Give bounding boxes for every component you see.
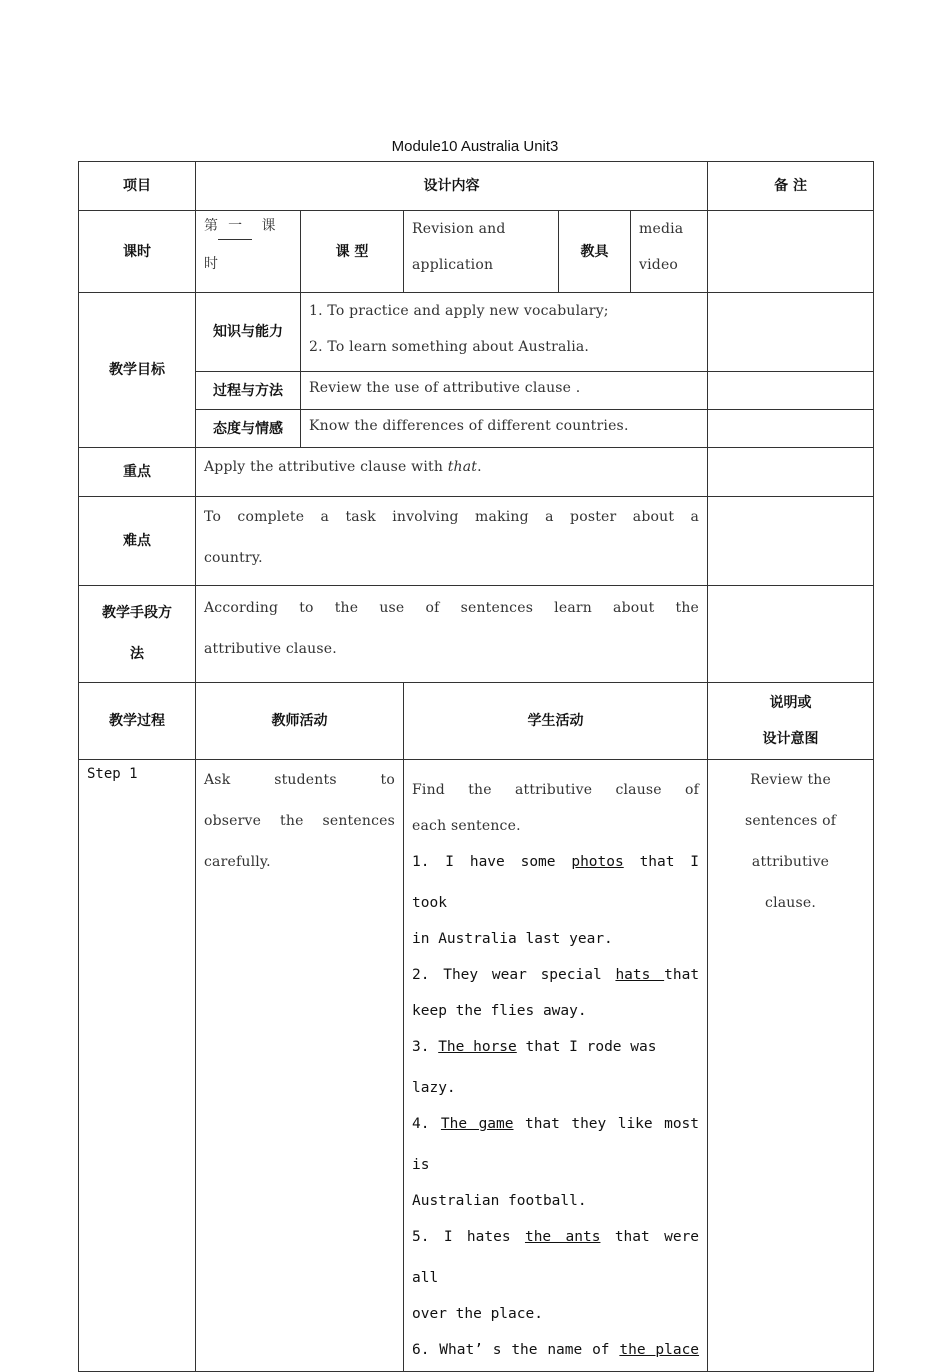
header-row	[79, 162, 874, 211]
difficulty-line-2: country.	[204, 550, 263, 566]
remark-line-4: clause.	[765, 895, 817, 911]
lesson-number-cell	[196, 211, 301, 293]
process-label: 过程与方法	[196, 372, 301, 410]
sentence-1: 1. I have some photos that I took	[412, 854, 700, 911]
knowledge-remarks	[708, 293, 874, 372]
header-item: 项目	[79, 162, 196, 211]
difficulty-row	[79, 497, 874, 586]
knowledge-item-2: 2. To learn something about Australia.	[309, 339, 590, 355]
knowledge-label: 知识与能力	[196, 293, 301, 372]
lesson-type-line-2: application	[412, 257, 494, 273]
key-point-emphasis: that	[447, 459, 478, 475]
lesson-info-row	[79, 211, 874, 293]
methods-text	[196, 586, 708, 683]
difficulty-label: 难点	[79, 497, 196, 586]
process-header-student: 学生活动	[404, 683, 708, 760]
attitude-label: 态度与情感	[196, 410, 301, 448]
teaching-aid-value	[631, 211, 708, 293]
sentence-3: 3. The horse that I rode was lazy.	[412, 1039, 657, 1096]
key-point-text	[196, 448, 708, 497]
step-1-teacher-activity	[196, 760, 404, 1372]
step-1-student-activity	[404, 760, 708, 1372]
objective-attitude-row	[79, 410, 874, 448]
intent-line-2: 设计意图	[762, 731, 819, 747]
lesson-label: 课时	[79, 211, 196, 293]
sentence-2: 2. They wear special hats that	[412, 967, 700, 983]
step-1-label: Step 1	[79, 760, 196, 1372]
teaching-aid-label: 教具	[559, 211, 631, 293]
teaching-aid-line-1: media	[639, 221, 684, 237]
lesson-text-1: 第	[204, 218, 219, 234]
key-point-text-end: .	[477, 459, 482, 475]
difficulty-remarks	[708, 497, 874, 586]
teacher-line-1: Ask students to	[204, 772, 395, 788]
student-intro-line-1: Find the attributive clause of	[412, 782, 700, 798]
header-remarks: 备 注	[708, 162, 874, 211]
lesson-text-3: 课	[261, 218, 276, 234]
remark-line-2: sentences of	[744, 813, 837, 829]
lesson-remarks	[708, 211, 874, 293]
difficulty-text	[196, 497, 708, 586]
sentence-1-cont: in Australia last year.	[412, 931, 613, 947]
attitude-remarks	[708, 410, 874, 448]
attitude-text: Know the differences of different countries.	[301, 410, 708, 448]
process-header-stage: 教学过程	[79, 683, 196, 760]
methods-label	[79, 586, 196, 683]
sentence-4: 4. The game that they like most is	[412, 1116, 700, 1173]
difficulty-line-1: To complete a task involving making a poster about a	[204, 509, 700, 525]
key-point-remarks	[708, 448, 874, 497]
teacher-line-2: observe the sentences	[204, 813, 395, 829]
process-header-intent	[708, 683, 874, 760]
process-text: Review the use of attributive clause .	[301, 372, 708, 410]
process-header-teacher: 教师活动	[196, 683, 404, 760]
key-point-row	[79, 448, 874, 497]
key-point-text-main: Apply the attributive clause with	[204, 459, 448, 475]
key-point-label: 重点	[79, 448, 196, 497]
knowledge-item-1: 1. To practice and apply new vocabulary;	[309, 303, 609, 319]
lesson-type-line-1: Revision and	[412, 221, 506, 237]
process-remarks	[708, 372, 874, 410]
step-1-row	[79, 760, 874, 1372]
methods-line-2: attributive clause.	[204, 641, 337, 657]
lesson-text-4: 时	[204, 256, 219, 272]
methods-label-line-2: 法	[130, 646, 144, 662]
lesson-plan-table	[78, 161, 874, 1372]
objective-process-row	[79, 372, 874, 410]
methods-row	[79, 586, 874, 683]
teaching-aid-line-2: video	[639, 257, 679, 273]
remark-line-3: attributive	[751, 854, 830, 870]
methods-line-1: According to the use of sentences learn about the	[204, 600, 700, 616]
step-1-intent	[708, 760, 874, 1372]
methods-label-line-1: 教学手段方	[102, 605, 172, 621]
methods-remarks	[708, 586, 874, 683]
document-title: Module10 Australia Unit3	[391, 138, 559, 155]
sentence-5: 5. I hates the ants that were all	[412, 1229, 700, 1286]
sentence-5-cont: over the place.	[412, 1306, 543, 1322]
process-header-row	[79, 683, 874, 760]
sentence-4-cont: Australian football.	[412, 1193, 587, 1209]
lesson-type-label: 课 型	[301, 211, 404, 293]
header-design-content: 设计内容	[196, 162, 708, 211]
remark-line-1: Review the	[750, 772, 831, 788]
lesson-type-value	[404, 211, 559, 293]
knowledge-text	[301, 293, 708, 372]
sentence-2-cont: keep the flies away.	[412, 1003, 587, 1019]
sentence-6: 6. What’ s the name of the place	[412, 1342, 700, 1358]
lesson-number-blank: 一	[218, 213, 252, 240]
student-intro-line-2: each sentence.	[412, 818, 521, 834]
intent-line-1: 说明或	[769, 695, 812, 711]
teacher-line-3: carefully.	[204, 854, 271, 870]
objectives-label: 教学目标	[79, 293, 196, 448]
objective-knowledge-row	[79, 293, 874, 372]
